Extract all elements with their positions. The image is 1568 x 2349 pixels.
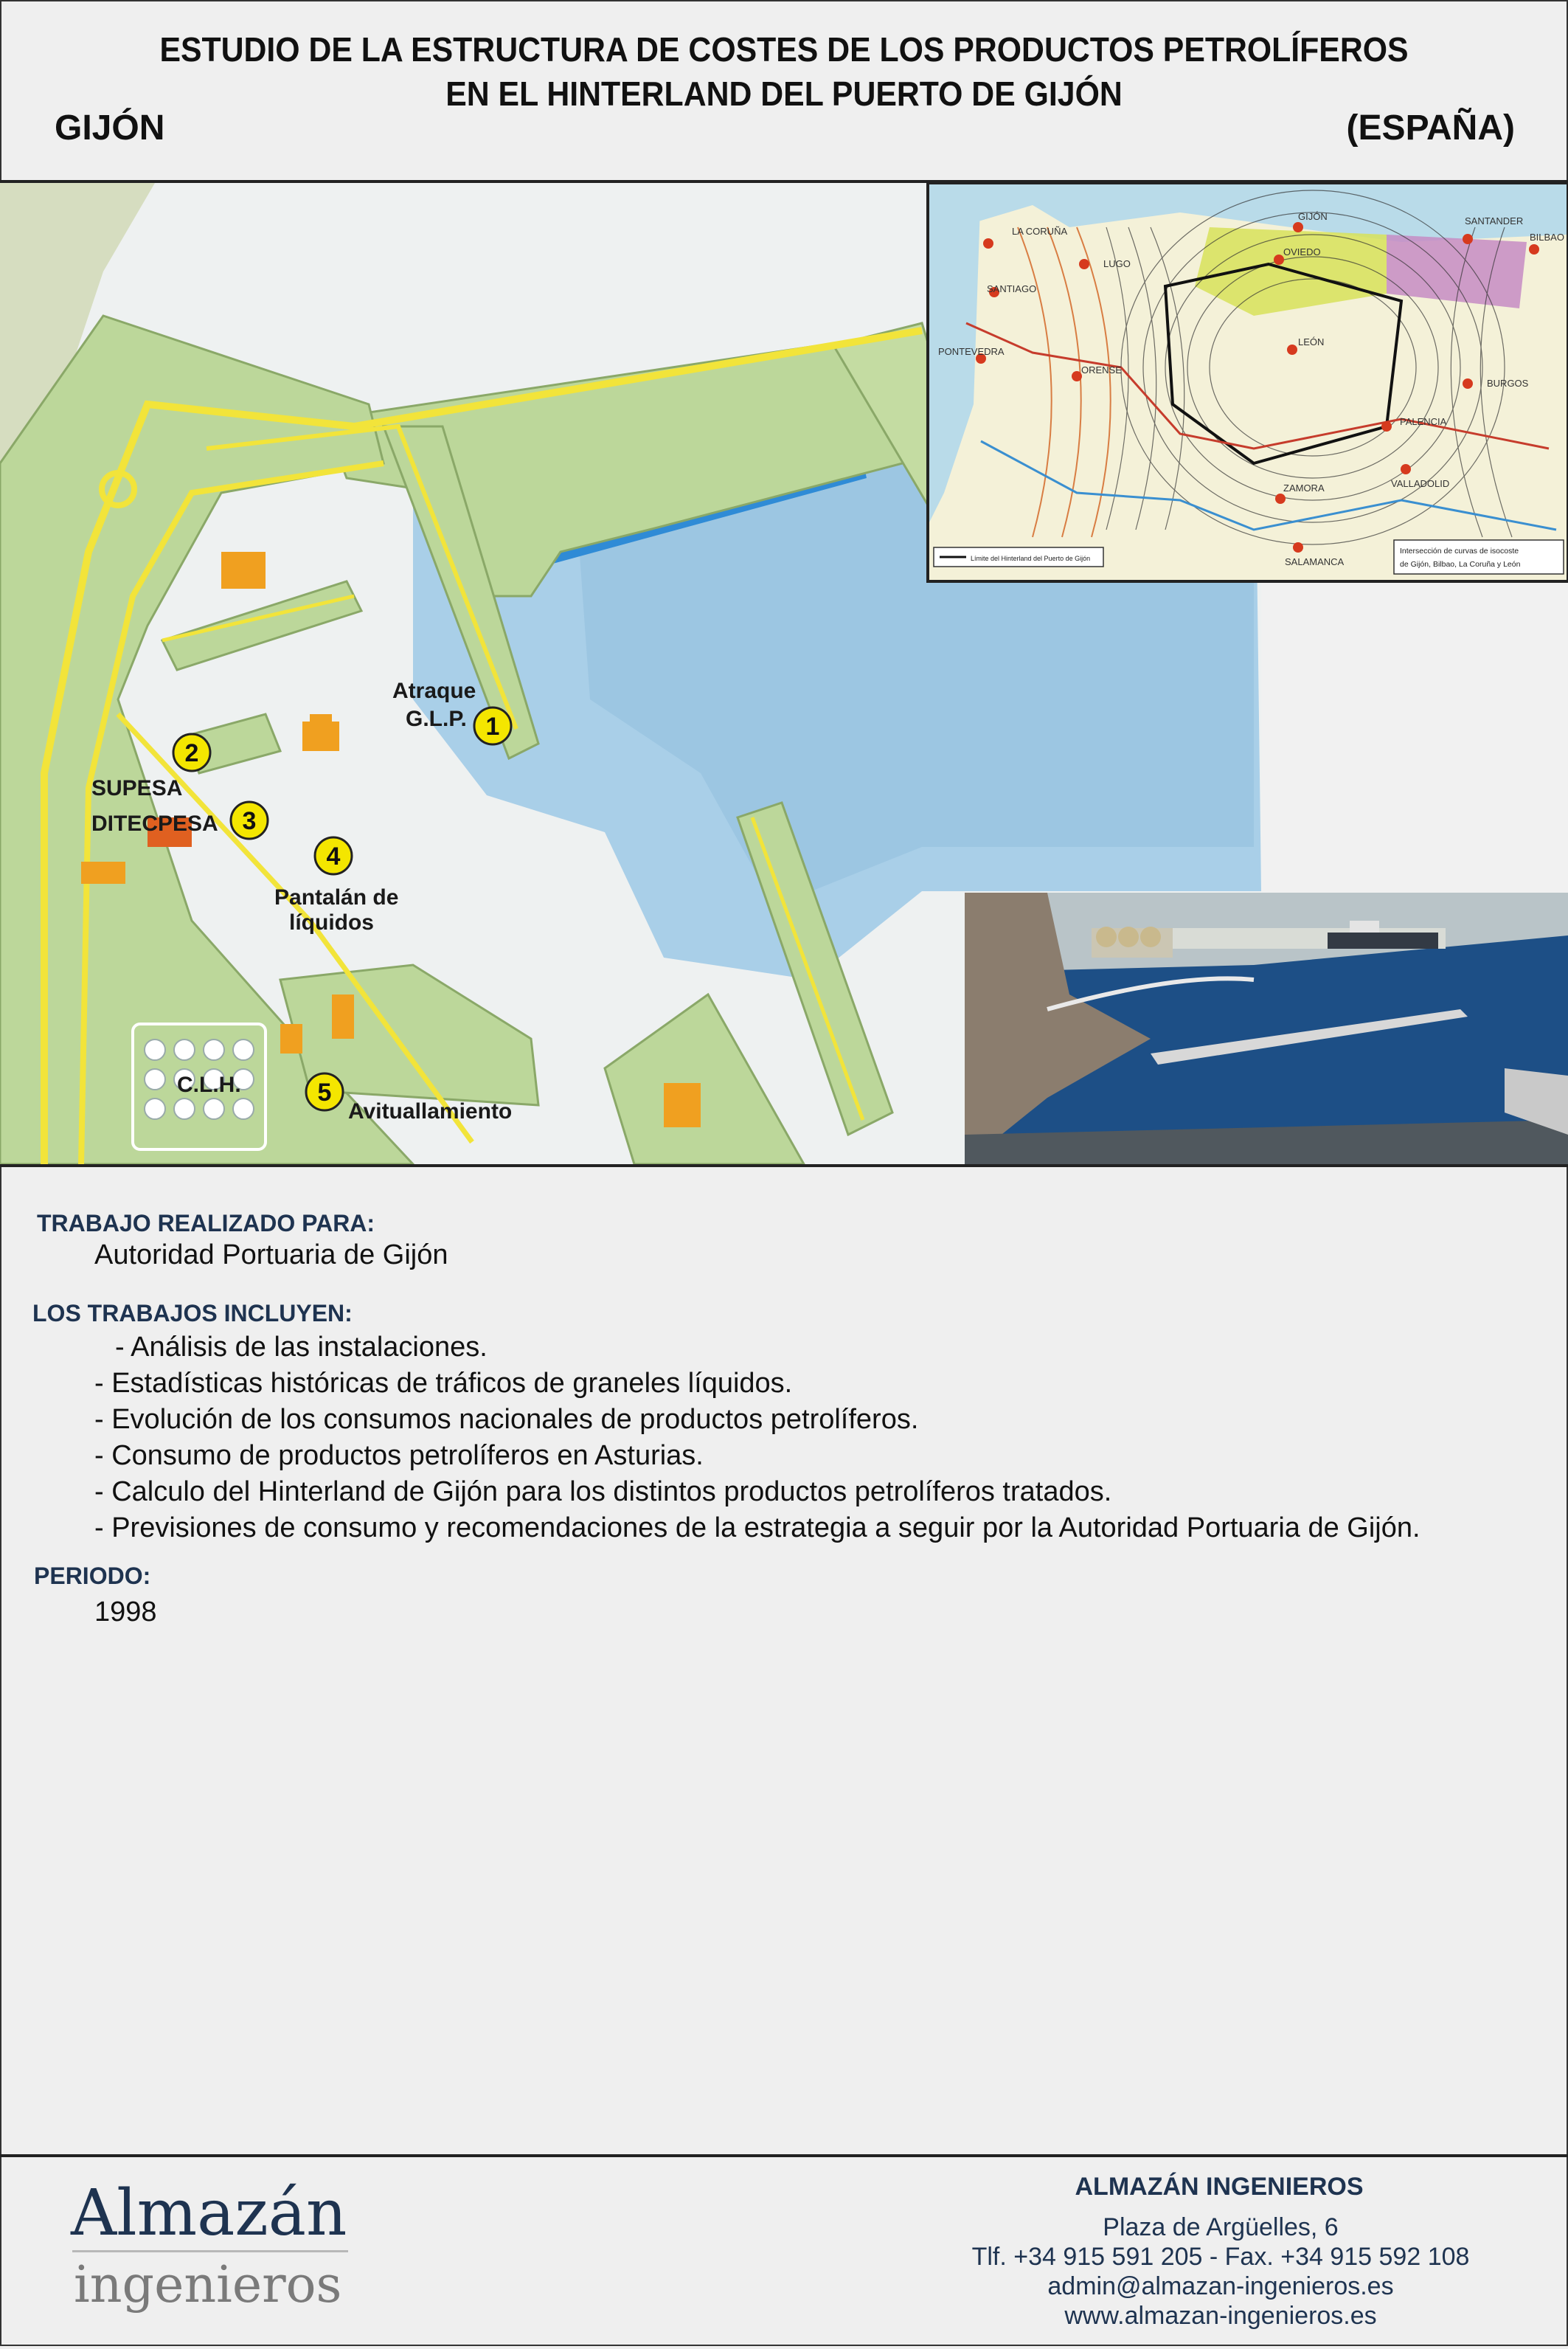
label-atraque-1: Atraque (392, 679, 476, 703)
port-map (0, 183, 1568, 1164)
title-line-2: EN EL HINTERLAND DEL PUERTO DE GIJÓN (445, 75, 1123, 113)
label-clh: C.L.H. (177, 1073, 241, 1097)
city-orense: ORENSE (1081, 364, 1122, 376)
marker-1 (474, 708, 511, 744)
label-pantalan-1: Pantalán de (274, 885, 399, 910)
label-avituallamiento: Avituallamiento (348, 1099, 513, 1124)
periodo-title: PERIODO: (34, 1563, 151, 1589)
list-item: - Calculo del Hinterland de Gijón para los distintos productos petrolíferos tratados. (94, 1476, 1112, 1507)
city-bilbao: BILBAO (1530, 232, 1564, 243)
city-burgos: BURGOS (1487, 378, 1529, 389)
port-photo-inset (965, 893, 1568, 1164)
periodo-value: 1998 (94, 1596, 157, 1627)
logo-divider (72, 2250, 348, 2252)
marker-2-number: 2 (184, 739, 199, 767)
list-item: - Análisis de las instalaciones. (115, 1332, 488, 1363)
marker-4-number: 4 (326, 843, 341, 871)
list-item: - Consumo de productos petrolíferos en Asturias. (94, 1440, 704, 1471)
country-label: (ESPAÑA) (1346, 108, 1515, 148)
header (0, 0, 1568, 183)
image-area (0, 183, 1568, 1167)
city-gijon: GIJÓN (1298, 211, 1328, 222)
company-phone: Tlf. +34 915 591 205 - Fax. +34 915 592 108 (971, 2243, 1470, 2271)
city-pontevedra: PONTEVEDRA (938, 346, 1005, 357)
city-salamanca: SALAMANCA (1285, 556, 1345, 567)
marker-1-number: 1 (485, 713, 500, 741)
legend-limit: Límite del Hinterland del Puerto de Gijón (971, 555, 1091, 562)
label-supesa: SUPESA (91, 776, 183, 800)
title-line-1: ESTUDIO DE LA ESTRUCTURA DE COSTES DE LOS PRODUCTOS PETROLÍFEROS (159, 30, 1409, 69)
city-label: GIJÓN (55, 108, 165, 148)
city-lugo: LUGO (1103, 258, 1131, 269)
city-oviedo: OVIEDO (1283, 246, 1321, 257)
logo-ingenieros: ingenieros (74, 2256, 342, 2314)
trabajos-title: LOS TRABAJOS INCLUYEN: (32, 1300, 353, 1326)
legend-isocost-2: de Gijón, Bilbao, La Coruña y León (1400, 560, 1521, 569)
company-address: Plaza de Argüelles, 6 (1103, 2213, 1339, 2241)
city-santander: SANTANDER (1465, 215, 1524, 226)
city-la-coruna: LA CORUÑA (1012, 226, 1068, 237)
legend-isocost-1: Intersección de curvas de isocoste (1400, 547, 1519, 556)
city-palencia: PALENCIA (1400, 416, 1447, 427)
marker-3-number: 3 (242, 807, 257, 835)
company-web[interactable]: www.almazan-ingenieros.es (1064, 2302, 1377, 2330)
city-zamora: ZAMORA (1283, 482, 1325, 494)
label-ditecpesa: DITECPESA (91, 812, 218, 836)
company-email[interactable]: admin@almazan-ingenieros.es (1047, 2272, 1394, 2300)
city-santiago: SANTIAGO (987, 283, 1037, 294)
marker-2 (173, 734, 210, 771)
list-item: - Previsiones de consumo y recomendaciones de la estrategia a seguir por la Autoridad Portuaria de Gijón. (94, 1512, 1420, 1543)
logo-almazan: Almazán (71, 2176, 347, 2250)
company-name: ALMAZÁN INGENIEROS (1075, 2173, 1364, 2201)
marker-3 (231, 802, 268, 839)
label-atraque-2: G.L.P. (406, 707, 467, 731)
hinterland-map-inset (928, 183, 1568, 581)
trabajos-list (94, 1329, 1420, 1546)
list-item: - Evolución de los consumos nacionales de productos petrolíferos. (94, 1404, 919, 1435)
marker-5 (306, 1073, 343, 1110)
city-leon: LEÓN (1298, 336, 1325, 347)
list-item: - Estadísticas históricas de tráficos de graneles líquidos. (94, 1368, 793, 1399)
marker-5-number: 5 (317, 1079, 332, 1107)
label-pantalan-2: líquidos (289, 910, 374, 935)
city-valladolid: VALLADOLID (1391, 478, 1450, 489)
client-name: Autoridad Portuaria de Gijón (94, 1239, 448, 1270)
trabajo-title: TRABAJO REALIZADO PARA: (37, 1210, 375, 1236)
marker-4 (315, 837, 352, 874)
